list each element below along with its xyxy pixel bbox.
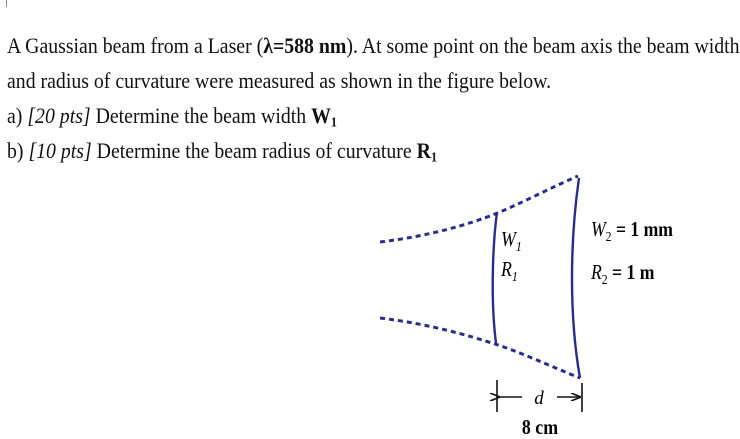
part-b-label: b) bbox=[7, 138, 29, 163]
part-b-points: [10 pts] bbox=[28, 138, 92, 163]
r1-label: $R_1$ bbox=[501, 258, 518, 285]
part-b-question: Determine the beam radius of curvature bbox=[91, 138, 417, 163]
wavefront-1 bbox=[493, 212, 497, 343]
part-a-var-letter: W bbox=[311, 103, 331, 128]
intro-text-end: ). At some point on the beam axis the beam width bbox=[346, 33, 740, 58]
intro-line-2: and radius of curvature were measured as shown in the figure below. bbox=[7, 68, 552, 93]
w2-label: $W_2 = 1$ mm bbox=[590, 218, 673, 245]
r2-label: $R_2 = 1$ m bbox=[590, 261, 655, 288]
part-a-question: Determine the beam width bbox=[90, 103, 312, 128]
wavefront-2 bbox=[572, 178, 580, 378]
part-a-var-subscript: 1 bbox=[330, 115, 338, 131]
part-a-label: a) bbox=[7, 103, 28, 128]
distance-value: 8 cm bbox=[521, 416, 559, 439]
part-a-points: [20 pts] bbox=[27, 103, 91, 128]
w1-label: $W_1$ bbox=[501, 228, 522, 255]
wavelength-value: λ=588 nm bbox=[263, 33, 347, 58]
distance-symbol: d bbox=[534, 388, 544, 409]
intro-text-start: A Gaussian beam from a Laser ( bbox=[7, 33, 264, 58]
part-b-var-subscript: 1 bbox=[430, 150, 438, 166]
beam-lower-edge bbox=[380, 318, 580, 378]
beam-upper-edge bbox=[380, 176, 578, 242]
part-b-var-letter: R bbox=[416, 138, 431, 163]
